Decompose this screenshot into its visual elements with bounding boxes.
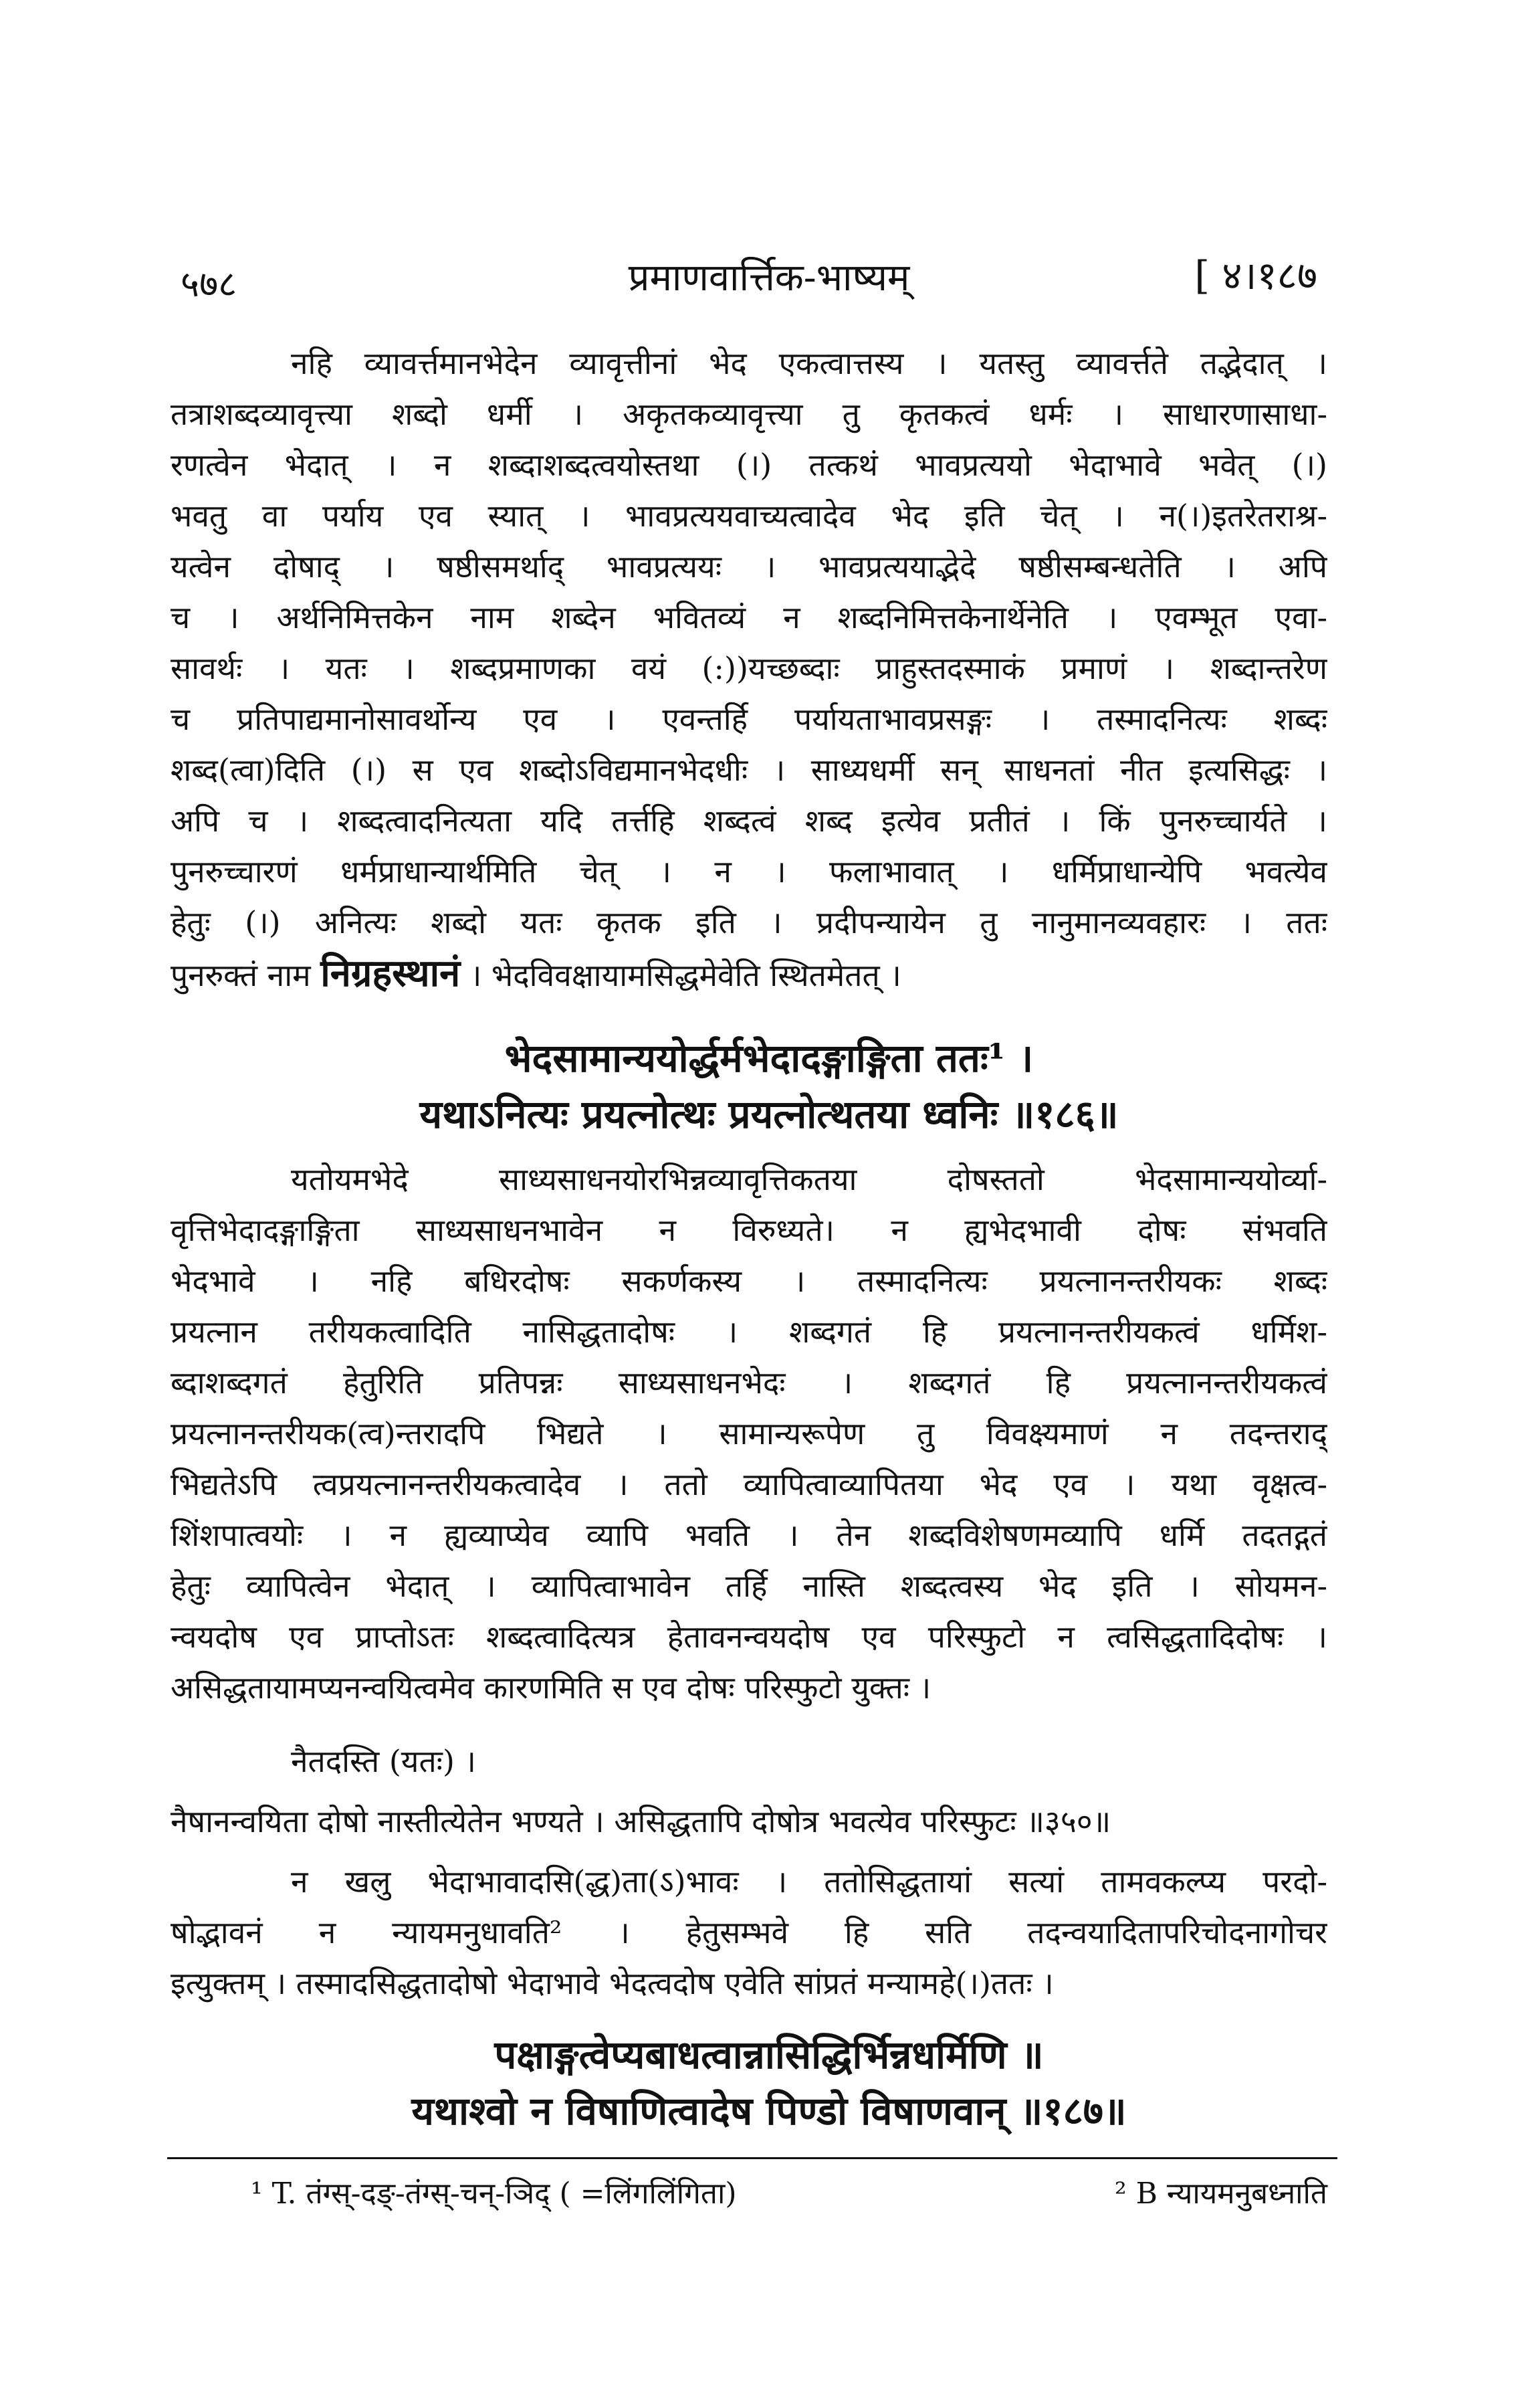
paragraph-1 — [171, 338, 1327, 1001]
page-number: ५७८ — [181, 263, 237, 305]
emphasized-term: निग्रहस्थानं — [320, 951, 461, 995]
running-title: प्रमाणवार्त्तिक-भाष्यम् — [628, 256, 910, 300]
paragraph-3 — [171, 1736, 1327, 1787]
text-line: पुनरुच्चारणं धर्मप्राधान्यार्थमिति चेत् । न । फलाभावात् । धर्मिप्राधान्येपि भवत्येव — [171, 854, 1327, 890]
text-line: हेतुः (।) अनित्यः शब्दो यतः कृतक इति । प्रदीपन्यायेन तु नानुमानव्यवहारः । ततः — [171, 904, 1327, 940]
text-line: असिद्धतायामप्यनन्वयित्वमेव कारणमिति स एव दोषः परिस्फुटो युक्तः । — [171, 1670, 931, 1706]
text-line: नैतदस्ति (यतः) । — [291, 1743, 476, 1779]
text-line: न्वयदोष एव प्राप्तोऽतः शब्दत्वादित्यत्र हेतावनन्वयदोष एव परिस्फुटो न त्वसिद्धतादिदोषः । — [171, 1619, 1327, 1655]
section-reference: [ ४।१८७ — [1194, 253, 1317, 298]
text-line: नहि व्यावर्त्तमानभेदेन व्यावृत्तीनां भेद एकत्वात्तस्य । यतस्तु व्यावर्त्तते तद्भेदात् । — [291, 345, 1327, 381]
text-line: च । अर्थनिमित्तकेन नाम शब्देन भवितव्यं न शब्दनिमित्तकेनार्थेनेति । एवम्भूत एवा- — [171, 599, 1327, 635]
text-line: प्रयत्नानन्तरीयक(त्व)न्तरादपि भिद्यते । सामान्यरूपेण तु विवक्ष्यमाणं न तदन्तराद् — [171, 1415, 1327, 1451]
verse-line: भेदसामान्ययोर्द्धर्मभेदादङ्गाङ्गिता ततः¹ । — [504, 1035, 1034, 1081]
text-line: भिद्यतेऽपि त्वप्रयत्नानन्तरीयकत्वादेव । ततो व्यापित्वाव्यापितया भेद एव । यथा वृक्षत्व- — [171, 1466, 1327, 1502]
verse-186 — [0, 1030, 1538, 1142]
text-line: ब्दाशब्दगतं हेतुरिति प्रतिपन्नः साध्यसाधनभेदः । शब्दगतं हि प्रयत्नानन्तरीयकत्वं — [171, 1365, 1327, 1401]
text-line: अपि च । शब्दत्वादनित्यता यदि तर्त्तहि शब्दत्वं शब्द इत्येव प्रतीतं । किं पुनरुच्चार्यते । — [171, 803, 1327, 839]
text-line: हेतुः व्यापित्वेन भेदात् । व्यापित्वाभावेन तर्हि नास्ति शब्दत्वस्य भेद इति । सोयमन- — [171, 1568, 1327, 1604]
text-line: भवतु वा पर्याय एव स्यात् । भावप्रत्ययवाच्यत्वादेव भेद इति चेत् । न(।)इतरेतराश्र- — [171, 498, 1327, 534]
text-line: च प्रतिपाद्यमानोसावर्थोन्य एव । एवन्तर्हि पर्यायताभावप्रसङ्गः । तस्मादनित्यः शब्दः — [171, 701, 1327, 737]
verse-line: यथाऽनित्यः प्रयत्नोत्थः प्रयत्नोत्थतया ध्वनिः ॥१८६॥ — [419, 1092, 1119, 1137]
text-line: सावर्थः । यतः । शब्दप्रमाणका वयं (:))यच्छब्दाः प्राहुस्तदस्माकं प्रमाणं । शब्दान्तरेण — [171, 650, 1327, 686]
text-line: यत्वेन दोषाद् । षष्ठीसमर्थाद् भावप्रत्ययः । भावप्रत्ययाद्भेदे षष्ठीसम्बन्धतेति । अपि — [171, 548, 1327, 585]
text-line: रणत्वेन भेदात् । न शब्दाशब्दत्वयोस्तथा (।) तत्कथं भावप्रत्ययो भेदाभावे भवेत् (।) — [171, 447, 1327, 483]
footnote-divider — [167, 2157, 1337, 2159]
verse-187 — [0, 2027, 1538, 2139]
paragraph-2 — [171, 1154, 1327, 1713]
footnote-1: ¹ T. तंग्स्-दङ्-तंग्स्-चन्-ञिद् ( =लिंगलिंगिता) — [251, 2177, 737, 2211]
text-line: नैषानन्वयिता दोषो नास्तीत्येतेन भण्यते । असिद्धतापि दोषोत्र भवत्येव परिस्फुटः ॥३५०॥ — [171, 1803, 1111, 1839]
footnotes — [171, 2174, 1327, 2221]
text-line: वृत्तिभेदादङ्गाङ्गिता साध्यसाधनभावेन न विरुध्यते। न ह्यभेदभावी दोषः संभवति — [171, 1212, 1327, 1248]
text-line: प्रयत्नान तरीयकत्वादिति नासिद्धतादोषः । शब्दगतं हि प्रयत्नानन्तरीयकत्वं धर्मिश- — [171, 1314, 1327, 1350]
text-fragment: । भेदविवक्षायामसिद्धमेवेति स्थितमेतत् । — [469, 957, 901, 993]
text-line: भेदभावे । नहि बधिरदोषः सकर्णकस्य । तस्मादनित्यः प्रयत्नानन्तरीयकः शब्दः — [171, 1263, 1327, 1299]
text-line: न खलु भेदाभावादसि(द्ध)ता(ऽ)भावः । ततोसिद्धतायां सत्यां तामवकल्प्य परदो- — [291, 1864, 1327, 1900]
text-line: तत्राशब्दव्यावृत्त्या शब्दो धर्मी । अकृतकव्यावृत्त्या तु कृतकत्वं धर्मः । साधारणासाधा- — [171, 396, 1327, 432]
text-line: इत्युक्तम् । तस्मादसिद्धतादोषो भेदाभावे भेदत्वदोष एवेति सांप्रतं मन्यामहे(।)ततः । — [171, 1965, 1054, 2001]
text-line: शब्द(त्वा)दिति (।) स एव शब्दोऽविद्यमानभेदधीः । साध्यधर्मी सन् साधनतां नीत इत्यसिद्धः । — [171, 752, 1327, 788]
text-line: शिंशपात्वयोः । न ह्यव्याप्येव व्यापि भवति । तेन शब्दविशेषणमव्यापि धर्मि तदतद्गतं — [171, 1517, 1327, 1553]
verse-line: यथाश्वो न विषाणित्वादेष पिण्डो विषाणवान् ॥१८७॥ — [411, 2088, 1127, 2134]
text-fragment: पुनरुक्तं नाम — [171, 957, 311, 993]
text-line: षोद्भावनं न न्यायमनुधावति² । हेतुसम्भवे हि सति तदन्वयादितापरिचोदनागोचर — [171, 1914, 1327, 1950]
verse-line: पक्षाङ्गत्वेप्यबाधत्वान्नासिद्धिर्भिन्नधर्मिणि ॥ — [494, 2032, 1044, 2078]
text-line — [171, 948, 1327, 1001]
verse-350 — [171, 1796, 1327, 1847]
text-line: यतोयमभेदे साध्यसाधनयोरभिन्नव्यावृत्तिकतया दोषस्ततो भेदसामान्ययोर्व्या- — [291, 1161, 1327, 1197]
paragraph-4 — [171, 1856, 1327, 2009]
footnote-2: ² B न्यायमनुबध्नाति — [1114, 2177, 1327, 2211]
